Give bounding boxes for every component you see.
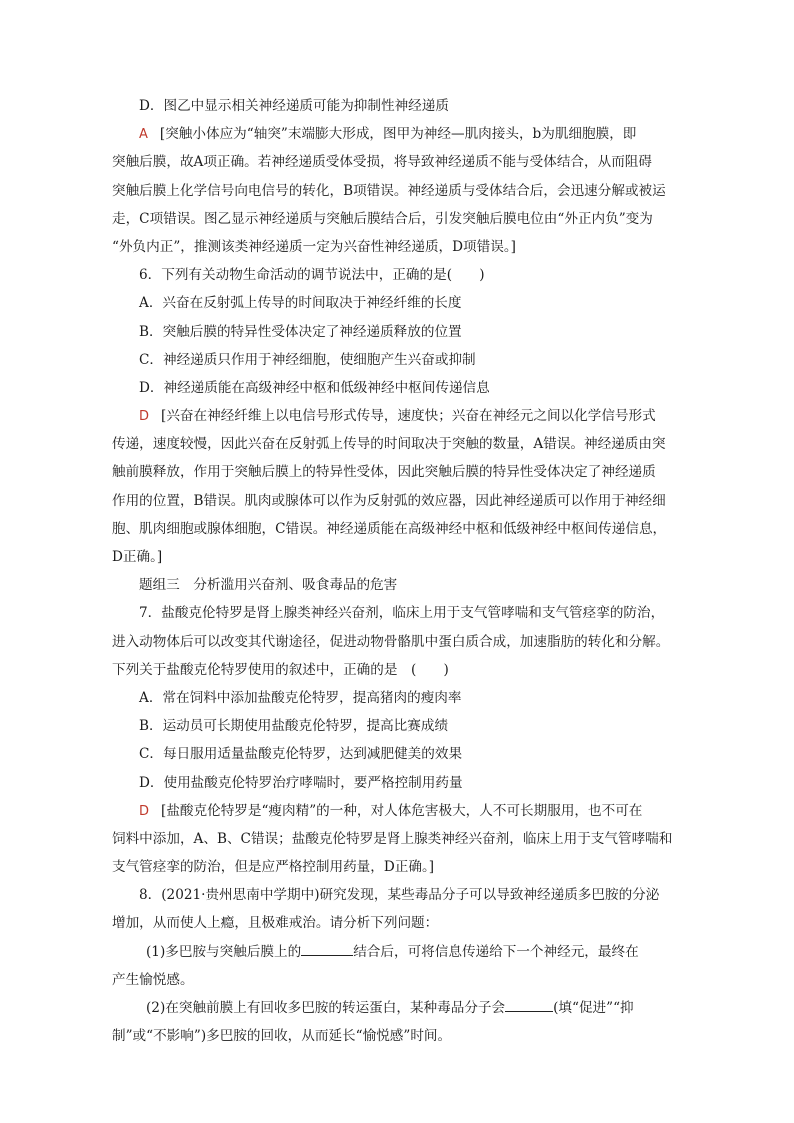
- q5-explanation-line: 走，C项错误。图乙显示神经递质与突触后膜结合后，引发突触后膜电位由“外正内负”变为: [112, 210, 653, 227]
- q6-explanation-line: 触前膜释放，作用于突触后膜上的特异性受体，因此突触后膜的特异性受体决定了神经递质: [112, 464, 656, 481]
- fill-blank: [505, 997, 553, 1012]
- q5-explanation-line: A [突触小体应为“轴突”末端膨大形成，图甲为神经—肌肉接头，b为肌细胞膜，即: [139, 126, 637, 143]
- q8-part-1-cont: 产生愉悦感。: [112, 971, 194, 988]
- q6-option-b: B．突触后膜的特异性受体决定了神经递质释放的位置: [139, 323, 462, 340]
- q7-option-a: A．常在饲料中添加盐酸克伦特罗，提高猪肉的瘦肉率: [139, 689, 462, 706]
- q5-option-d: D．图乙中显示相关神经递质可能为抑制性神经递质: [139, 98, 449, 114]
- q8-part-2: (2)在突触前膜上有回收多巴胺的转运蛋白，某种毒品分子会 (填“促进”“抑: [112, 994, 682, 1022]
- q6-explanation-line: 作用的位置，B错误。肌肉或腺体可以作为反射弧的效应器，因此神经递质可以作用于神经细: [112, 492, 666, 509]
- q5-answer: A: [139, 127, 148, 143]
- q6-option-c: C．神经递质只作用于神经细胞，使细胞产生兴奋或抑制: [139, 351, 476, 368]
- q7-stem-line: 进入动物体后可以改变其代谢途径，促进动物骨骼肌中蛋白质合成，加速脂肪的转化和分解。: [112, 633, 670, 650]
- q7-explanation-line: 支气管痉挛的防治，但是应严格控制用药量，D正确。]: [112, 859, 435, 876]
- q7-option-d: D．使用盐酸克伦特罗治疗哮喘时，要严格控制用药量: [139, 774, 463, 791]
- section-title: 题组三 分析滥用兴奋剂、吸食毒品的危害: [139, 577, 398, 594]
- q5-explanation-line: 突触后膜，故A项正确。若神经递质受体受损，将导致神经递质不能与受体结合，从而阻碍: [112, 154, 652, 171]
- document-page: [112, 92, 682, 1050]
- q8-stem-line: 增加，从而使人上瘾，且极难戒治。请分析下列问题：: [112, 915, 439, 932]
- q6-stem: 6．下列有关动物生命活动的调节说法中，正确的是( ): [139, 267, 485, 284]
- q8-part-1: (1)多巴胺与突触后膜上的 结合后，可将信息传递给下一个神经元，最终在: [112, 938, 682, 966]
- q7-explanation-line: 饲料中添加，A、B、C错误；盐酸克伦特罗是肾上腺类神经兴奋剂，临床上用于支气管哮喘和: [112, 830, 673, 847]
- q7-stem-line: 下列关于盐酸克伦特罗使用的叙述中，正确的是 ( ): [112, 661, 449, 678]
- q7-answer: D: [139, 803, 150, 819]
- q6-explanation-line: D [兴奋在神经纤维上以电信号形式传导，速度快；兴奋在神经元之间以化学信号形式: [139, 408, 656, 425]
- fill-blank: [301, 941, 353, 956]
- q6-option-d: D．神经递质能在高级神经中枢和低级神经中枢间传递信息: [139, 379, 490, 396]
- q5-explanation-line: “外负内正”，推测该类神经递质一定为兴奋性神经递质，D项错误。]: [112, 238, 516, 255]
- q6-answer: D: [139, 409, 150, 425]
- q7-option-b: B．运动员可长期使用盐酸克伦特罗，提高比赛成绩: [139, 718, 449, 735]
- q8-part-2-cont: 制”或“不影响”)多巴胺的回收，从而延长“愉悦感”时间。: [112, 1028, 452, 1045]
- q6-explanation-line: D正确。]: [112, 549, 163, 565]
- q5-explanation-line: 突触后膜上化学信号向电信号的转化，B项错误。神经递质与受体结合后，会迅速分解或被运: [112, 182, 666, 199]
- q6-option-a: A．兴奋在反射弧上传导的时间取决于神经纤维的长度: [139, 295, 462, 312]
- q7-stem-line: 7．盐酸克伦特罗是肾上腺类神经兴奋剂，临床上用于支气管哮喘和支气管痉挛的防治，: [139, 605, 665, 622]
- q6-explanation-line: 传递，速度较慢，因此兴奋在反射弧上传导的时间取决于突触的数量，A错误。神经递质由突: [112, 436, 666, 453]
- q7-explanation-line: D [盐酸克伦特罗是“瘦肉精”的一种，对人体危害极大，人不可长期服用，也不可在: [139, 802, 643, 819]
- q7-option-c: C．每日服用适量盐酸克伦特罗，达到减肥健美的效果: [139, 746, 463, 763]
- q8-stem-line: 8．(2021·贵州思南中学期中)研究发现，某些毒品分子可以导致神经递质多巴胺的分泌: [139, 887, 660, 904]
- q6-explanation-line: 胞、肌肉细胞或腺体细胞，C错误。神经递质能在高级神经中枢和低级神经中枢间传递信息，: [112, 520, 667, 537]
